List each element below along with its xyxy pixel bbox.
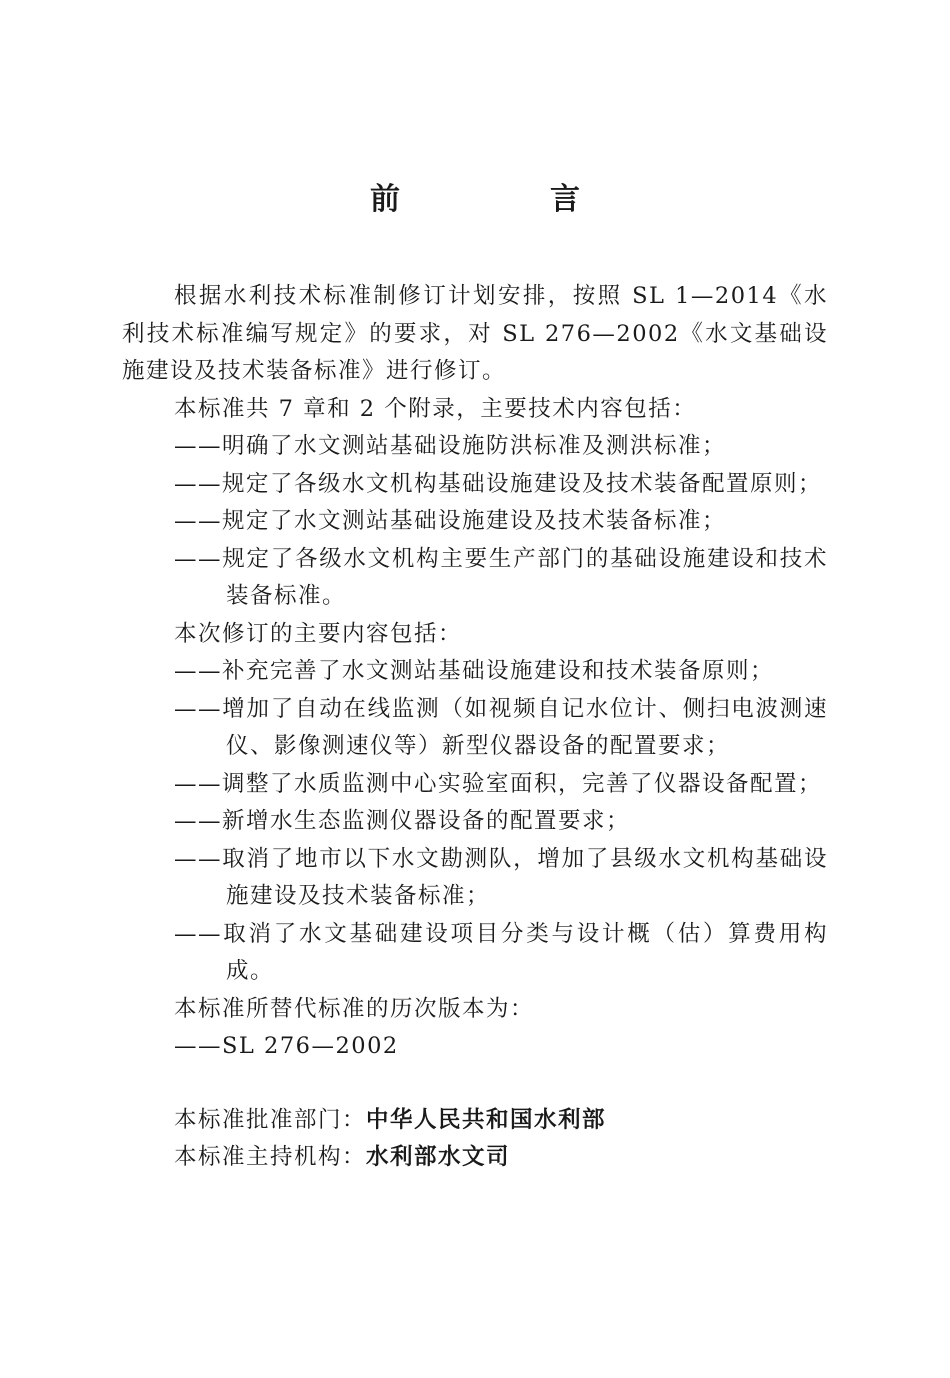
approval-label: 本标准批准部门： — [174, 1106, 367, 1133]
revisions-intro-paragraph: 本次修订的主要内容包括： — [174, 620, 463, 647]
contents-item: ——规定了各级水文机构主要生产部门的基础设施建设和技术装备标准。 — [174, 545, 828, 609]
contents-item: ——规定了各级水文机构基础设施建设及技术装备配置原则； — [174, 470, 823, 497]
revision-item: ——补充完善了水文测站基础设施建设和技术装备原则； — [174, 658, 775, 684]
approval-value: 中华人民共和国水利部 — [366, 1106, 607, 1133]
section-gap — [122, 1066, 828, 1102]
intro-paragraph: 根据水利技术标准制修订计划安排，按照 SL 1—2014《水利技术标准编写规定》的要求，对 SL 276—2002《水文基础设施建设及技术装备标准》进行修订。 — [122, 283, 828, 384]
host-value: 水利部水文司 — [366, 1144, 511, 1170]
contents-item: ——明确了水文测站基础设施防洪标准及测洪标准； — [174, 433, 727, 459]
page-title: 前 言 — [370, 182, 640, 217]
contents-item: ——规定了水文测站基础设施建设及技术装备标准； — [174, 508, 727, 534]
previous-version-item: ——SL 276—2002 — [174, 1033, 399, 1059]
revision-item: ——增加了自动在线监测（如视频自记水位计、侧扫电波测速仪、影像测速仪等）新型仪器设备的配置要求； — [174, 695, 828, 759]
previous-versions-intro-paragraph: 本标准所替代标准的历次版本为： — [174, 995, 535, 1022]
revision-item: ——取消了水文基础建设项目分类与设计概（估）算费用构成。 — [174, 920, 828, 984]
host-line — [122, 1139, 828, 1177]
revision-item: ——新增水生态监测仪器设备的配置要求； — [174, 808, 631, 834]
contents-intro-paragraph: 本标准共 7 章和 2 个附录，主要技术内容包括： — [174, 395, 697, 422]
approval-line — [122, 1102, 828, 1140]
preface-body — [122, 278, 828, 1177]
host-label: 本标准主持机构： — [174, 1144, 367, 1170]
revision-item: ——调整了水质监测中心实验室面积，完善了仪器设备配置； — [174, 770, 823, 797]
revision-item: ——取消了地市以下水文勘测队，增加了县级水文机构基础设施建设及技术装备标准； — [174, 845, 828, 909]
